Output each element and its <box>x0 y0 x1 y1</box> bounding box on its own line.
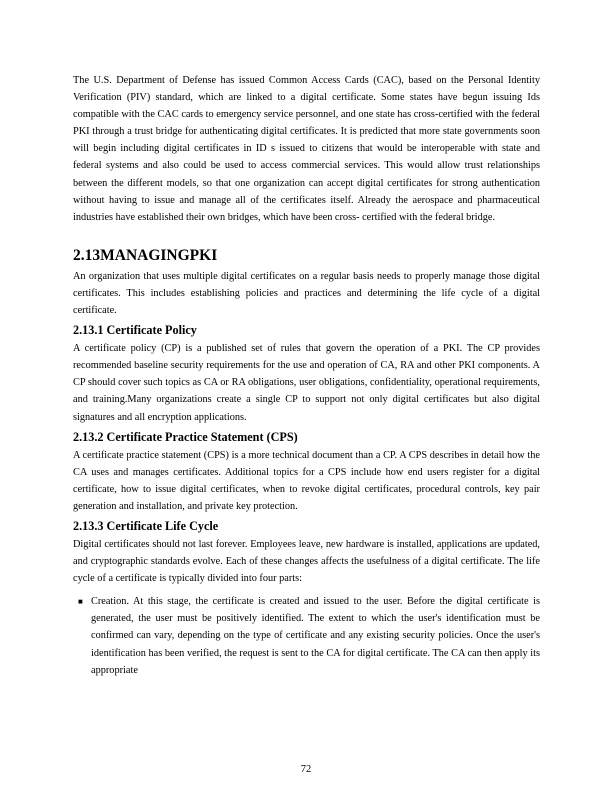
subsection-heading-cp: 2.13.1 Certificate Policy <box>73 323 197 338</box>
lifecycle-list <box>73 593 540 678</box>
subsection-text-cps: A certificate practice statement (CPS) is a more technical document than a CP. A CPS describes in detail how the CA uses and manages certificates. Additional topics for a CPS include how end users register for a digital certificate, how to issue digital certificates, when to revoke digital certificates, procedural controls, key pair generation and installation, and private key protection. <box>73 449 540 512</box>
square-bullet-icon: ■ <box>78 597 83 607</box>
subsection-heading-cps: 2.13.2 Certificate Practice Statement (CPS) <box>73 429 298 444</box>
page-content <box>73 72 540 679</box>
list-item <box>78 593 540 678</box>
page-number: 72 <box>300 764 312 775</box>
subsection-heading-lifecycle: 2.13.3 Certificate Life Cycle <box>73 518 219 533</box>
section-heading: 2.13MANAGINGPKI <box>73 246 218 264</box>
subsection-text-cp: A certificate policy (CP) is a published set of rules that govern the operation of a PKI. The CP provides recommended baseline security requirements for the use and operation of CA, RA and other PKI components. A CP should cover such topics as CA or RA obligations, user obligations, confidentiality, operational requirements, and training.Many organizations create a single CP to support not only digital certificates but also digital signatures and all encryption applications. <box>73 343 540 423</box>
section-intro: An organization that uses multiple digital certificates on a regular basis needs to properly manage those digital certificates. This includes establishing policies and practices and determining the life cycle of a digital certificate. <box>73 270 540 317</box>
list-item-text: Creation. At this stage, the certificate is created and issued to the user. Before the digital certificate is generated, the user must be positively identified. The extent to which the user's identification must be confirmed can vary, depending on the type of certificate and any existing security policies. Once the user's identification has been verified, the request is sent to the CA for digital certificate. The CA can then apply its appropriate <box>91 596 540 676</box>
intro-paragraph: The U.S. Department of Defense has issued Common Access Cards (CAC), based on the Personal Identity Verification (PIV) standard, which are linked to a digital certificate. Some states have begun issuing Ids compatible with the CAC cards to emergency service personnel, and one state has cross-certified with the federal PKI through a trust bridge for authenticating digital certificates. It is predicted that more state governments soon will begin including digital certificates in ID s issued to citizens that would be interoperable with state and federal systems and also could be used to access commercial services. This would allow trust relationships between the different models, so that one organization can accept digital certificates for strong authentication without having to issue and manage all of the certificates itself. Already the aerospace and pharmaceutical industries have established their own bridges, which have been cross- certified with the federal bridge. <box>73 75 540 223</box>
subsection-text-lifecycle: Digital certificates should not last forever. Employees leave, new hardware is installed, applications are updated, and cryptographic standards evolve. Each of these changes affects the usefulness of a digital certificate. The life cycle of a certificate is typically divided into four parts: <box>73 538 540 585</box>
